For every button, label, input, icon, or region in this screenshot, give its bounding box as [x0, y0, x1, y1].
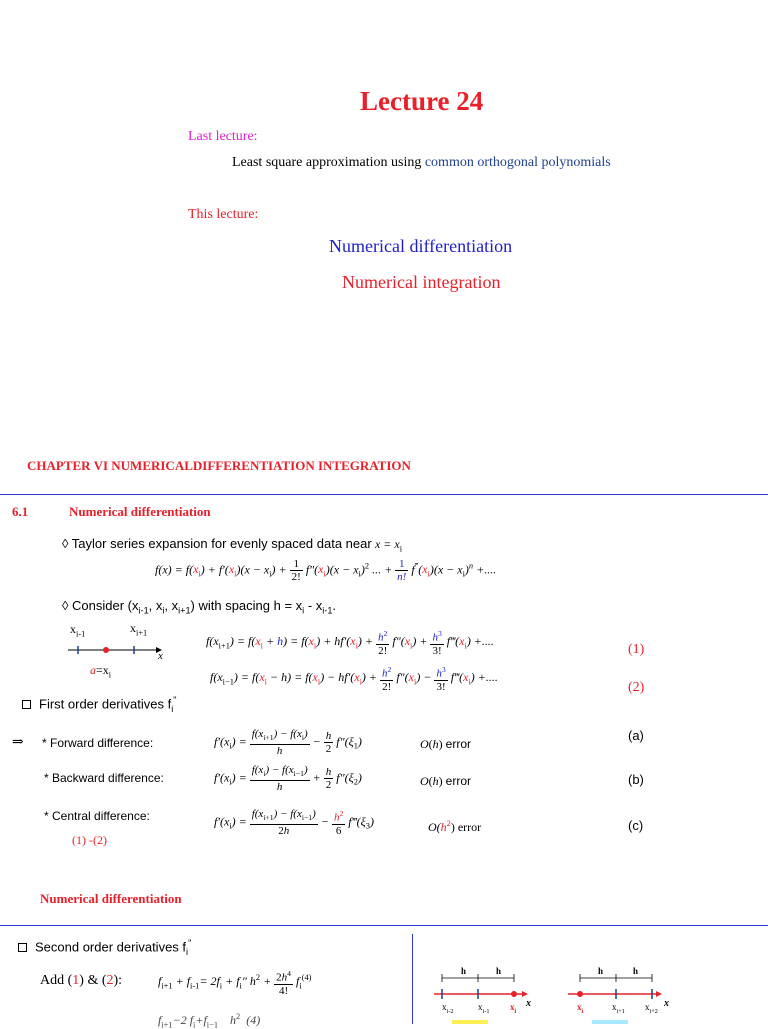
- tag-b: (b): [628, 772, 644, 787]
- tag-a: (a): [628, 728, 644, 743]
- stencil-left-x3: $x_i$: [510, 1002, 517, 1015]
- stencil-left-x1: $x_{i-2}$: [442, 1002, 454, 1015]
- slide3-heading: Numerical differentiation: [40, 891, 182, 906]
- stencil-left-x2: $x_{i-1}$: [478, 1002, 490, 1015]
- forward-difference-label: * Forward difference:: [42, 736, 154, 750]
- first-order-heading: First order derivatives $f_i^"$: [22, 695, 176, 714]
- chapter-heading: CHAPTER VI NUMERICALDIFFERENTIATION INTEGRATION: [27, 458, 411, 473]
- this-lecture-label: This lecture:: [188, 207, 259, 222]
- central-difference-formula: $f'(x_i)$ = $\frac{f(x_{i+1}) - f(x_{i-1})}{2h}$ − $\frac{h^2}{6}$ $f‴(\xi_3)$: [214, 808, 374, 838]
- checkbox-icon-2: [18, 943, 27, 952]
- section-title: Numerical differentiation: [69, 504, 211, 519]
- stencil-left-axis-x: x: [526, 998, 531, 1009]
- section-divider-2: [0, 925, 768, 926]
- tag-c: (c): [628, 818, 644, 833]
- checkbox-icon: [22, 700, 31, 709]
- section-divider-1: [0, 494, 768, 495]
- axis-label-right: $x_{i+1}$: [130, 621, 148, 638]
- stencil-right-x3: $x_{i+2}$: [645, 1002, 658, 1015]
- stencil-right-axis-x: x: [664, 998, 669, 1009]
- axis-label-a: $a=x_i$: [90, 663, 112, 680]
- consider-bullet: ◊ Consider ($x_{i-1}$, $x_i$, $x_{i+1}$) with spacing $h = x_i - x_{i-1}$.: [62, 598, 336, 616]
- add-label: Add (1) & (2):: [40, 973, 123, 988]
- lecture-title: Lecture 24: [360, 86, 484, 116]
- next-equation-partial: $f_{i+1}-2$ $f_i+f_{i-1}$ $h^2$ (4): [158, 1012, 261, 1029]
- stencil-left-h2: h: [496, 966, 502, 976]
- axis-label-x: x: [158, 650, 163, 662]
- implies-arrow-icon: ⇒: [12, 735, 24, 750]
- taylor-bullet-math: $x = x_i$: [374, 537, 403, 554]
- taylor-series-equation: $f(x) = f(x_i) + f'(x_i)(x - x_i)$ + $\frac{1}{2!}$ $f''(x_i)(x - x_i)^2$ ... + $\frac{1}{n!}$ $f^‴(x_i)(x - x_i)^n$ +....: [155, 558, 497, 583]
- taylor-bullet: [62, 536, 402, 553]
- equation-2-tag: (2): [628, 680, 645, 695]
- last-lecture-text: [232, 155, 611, 171]
- axis-label-left: $x_{i-1}$: [70, 622, 86, 639]
- stencil-right-x1: $x_i$: [577, 1002, 584, 1015]
- backward-difference-label: * Backward difference:: [44, 771, 164, 785]
- stencil-right-h2: h: [633, 966, 639, 976]
- central-error: $O(h^2)$ error: [428, 819, 482, 834]
- central-difference-note: (1) -(2): [72, 833, 107, 847]
- section-number: 6.1: [12, 504, 29, 519]
- topic-numerical-integration: Numerical integration: [342, 272, 501, 292]
- forward-error: O(h) error: [420, 737, 472, 751]
- stencil-left-h1: h: [461, 966, 467, 976]
- forward-difference-formula: $f'(x_i)$ = $\frac{f(x_{i+1}) - f(x_i)}{h}$ − $\frac{h}{2}$ $f''(\xi_1)$: [214, 728, 362, 758]
- add-equation: $f_{i+1} + f_{i-1}= 2f_i + f_i''$ $h^2$ + $\frac{2h^4}{4!}$ $f_i^{(4)}$: [158, 969, 312, 997]
- topic-numerical-differentiation: Numerical differentiation: [329, 236, 513, 256]
- last-lecture-label: Last lecture:: [188, 129, 258, 144]
- equation-2: $f(x_{i-1}) = f(x_i - h) = f(x_i) - hf'(x_i)$ + $\frac{h^2}{2!}$ $f''(x_i)$ − $\frac{h^3}{3!}$ $f‴(x_i)$ +....: [210, 665, 498, 693]
- second-order-heading: Second order derivatives $f_i^"$: [18, 938, 191, 957]
- last-lecture-plain: Least square approximation using: [232, 155, 425, 170]
- central-difference-label: * Central difference:: [44, 809, 150, 823]
- backward-error: O(h) error: [420, 774, 472, 788]
- last-lecture-highlight: common orthogonal polynomials: [424, 155, 611, 170]
- stencil-right-x2: $x_{i+1}$: [612, 1002, 625, 1015]
- backward-difference-formula: $f'(x_i)$ = $\frac{f(x_i) - f(x_{i-1})}{h}$ + $\frac{h}{2}$ $f''(\xi_2)$: [214, 764, 362, 794]
- column-divider: [412, 934, 413, 1024]
- equation-1: $f(x_{i+1}) = f(x_i + h) = f(x_i) + hf'(x_i)$ + $\frac{h^2}{2!}$ $f''(x_i)$ + $\frac{h^3}{3!}$ $f‴(x_i)$ +....: [206, 629, 494, 657]
- taylor-bullet-text: ◊ Taylor series expansion for evenly spaced data near: [62, 536, 372, 551]
- stencil-right-h1: h: [598, 966, 604, 976]
- equation-1-tag: (1): [628, 642, 645, 657]
